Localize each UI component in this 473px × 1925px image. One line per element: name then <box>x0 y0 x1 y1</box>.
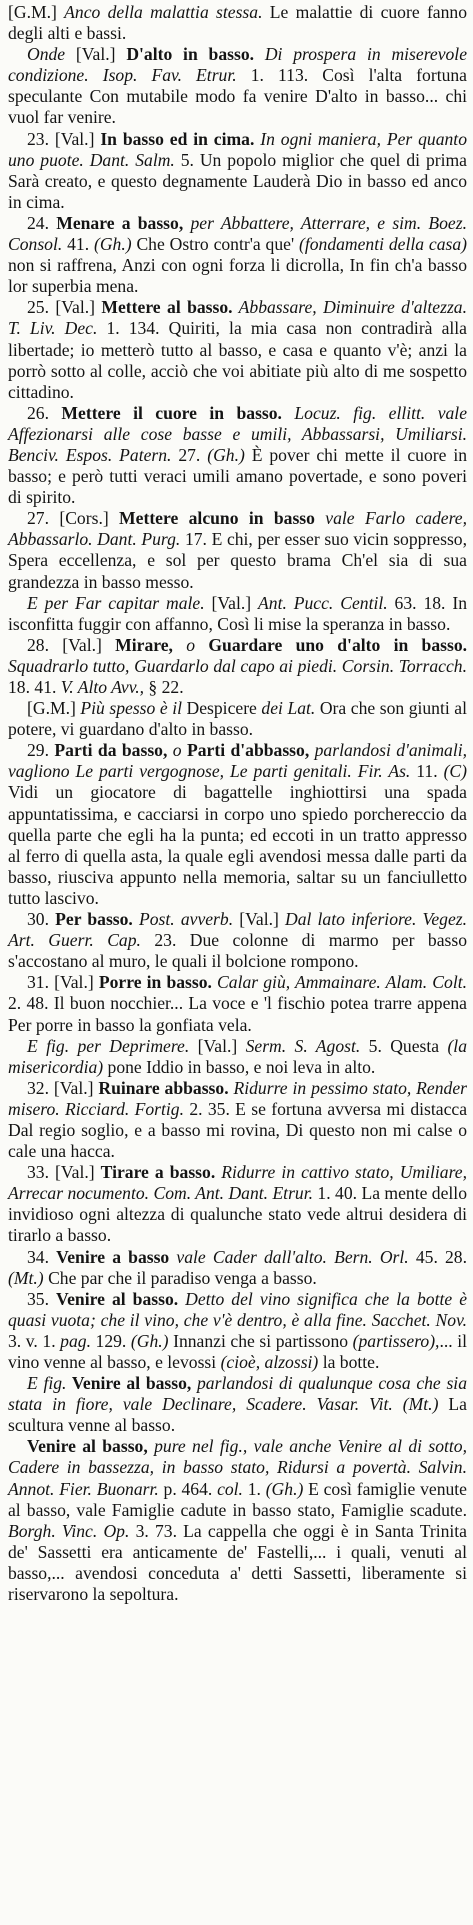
entry-text: p. 464. <box>158 1478 218 1499</box>
entry-italic-text: Ant. Pucc. Centil. <box>258 592 388 613</box>
entry-text: [Val.] <box>233 909 285 930</box>
entry-text: non si raffrena, Anzi con ogni forza li dicrolla, In fin ch'a basso lor superbia mena. <box>8 255 467 297</box>
entry-text: Vidi un giocatore di bagattelle inghiottirsi una spada appuntatissima, e cacciarsi in corpo uno spiedo porchereccio da quella parte che egli ha la punta; ed eccoti in un tratto appresso al ferro di quella asta, la quale egli avendosi messa dalle parti da basso, riusciva appunto nella memoria, saltar su un fanciulletto tutto lascivo. <box>8 782 467 908</box>
entry-italic-text: Dal lato inferiore. Vegez. Art. Guerr. Cap. <box>8 909 468 951</box>
entry-text: 35. <box>27 1288 57 1309</box>
entry-italic-text: vale Cader dall'alto. Bern. Orl. <box>169 1246 409 1267</box>
entry-text <box>393 1394 403 1414</box>
dictionary-page <box>8 2 467 1605</box>
entry-italic-text: Ridurre in cattivo stato, Umiliare, Arrecar nocumento. Com. Ant. Dant. Etrur. <box>8 1162 467 1204</box>
entry-text: [G.M.] <box>8 2 65 22</box>
entry-italic-text: E per Far capitar male. <box>27 592 205 613</box>
dictionary-entry <box>8 297 467 402</box>
entry-italic-text: Più spesso è il <box>80 698 182 719</box>
dictionary-entry <box>8 698 467 740</box>
entry-headword: Mettere il cuore in basso. <box>61 402 282 423</box>
entry-text: 41. <box>62 234 94 255</box>
entry-headword: D'alto in basso. <box>126 44 255 65</box>
entry-text: 27. [Cors.] <box>27 508 120 529</box>
entry-italic-text: (Mt.) <box>402 1394 439 1415</box>
entry-italic-text: Borgh. Vinc. Op. <box>8 1520 130 1541</box>
entry-text: 45. 28. <box>408 1246 467 1267</box>
dictionary-entry <box>8 972 467 1035</box>
entry-italic-text: Di prospera in miserevole condizione. Isop. Fav. Etrur. <box>8 44 468 86</box>
entry-text: § 22. <box>144 677 184 697</box>
entry-italic-text: Serm. S. Agost. <box>245 1035 361 1056</box>
entry-italic-text: parlandosi di qualunque cosa che sia stata in fiore, vale Declinare, Scadere. Vasar. Vit. <box>8 1373 467 1415</box>
dictionary-entry <box>8 593 467 635</box>
dictionary-entry <box>8 635 467 698</box>
dictionary-entry <box>8 403 467 508</box>
entry-headword: Porre in basso. <box>98 972 212 993</box>
entry-text: ... il vino venne al basso, e levossi <box>8 1330 467 1372</box>
entry-text: pone Iddio in basso, e noi leva in alto. <box>103 1056 376 1077</box>
entry-text: 32. [Val.] <box>27 1077 99 1098</box>
entry-text: 23. Due colonne di marmo per basso s'accostano al muro, le quali il bolcione rompono. <box>8 930 467 972</box>
dictionary-entry <box>8 508 467 592</box>
entry-italic-text: per Abbattere, Atterrare, e sim. Boez. Consol. <box>8 212 467 255</box>
entry-italic-text: Anco della malattia stessa. <box>64 2 263 22</box>
entry-headword: Parti da basso, <box>54 740 168 761</box>
dictionary-entry <box>8 129 467 213</box>
entry-headword: Venire a basso <box>56 1246 170 1267</box>
entry-italic-text: (Gh.) <box>130 1330 169 1351</box>
entry-italic-text: Locuz. fig. ellitt. vale Affezionarsi alle cose basse e umili, Abbassarsi, Umiliarsi. Benciv. Espos. Patern. <box>8 402 468 465</box>
entry-headword: Mettere al basso. <box>101 297 233 318</box>
entry-italic-text: Calar giù, Ammainare. Alam. Colt. <box>211 972 468 993</box>
entry-text: 63. 18. In isconfitta fuggir con affanno, Così li mise la speranza in basso. <box>8 592 467 634</box>
entry-text: [G.M.] <box>27 698 81 719</box>
entry-italic-text: E fig. per Deprimere. <box>27 1035 190 1056</box>
entry-text: 26. <box>27 402 62 423</box>
entry-text: 3. 73. La cappella che oggi è in Santa Trinita de' Sassetti era anticamente de' Fastelli,... i quali, venuti al basso,... avendosi conceduta a' detti Sassetti, liberamente si riservarono la sepoltura. <box>8 1520 467 1605</box>
entry-headword: Tirare a basso. <box>100 1162 216 1183</box>
entry-italic-text: (fondamenti della casa) <box>298 234 467 255</box>
entry-italic-text: (Gh.) <box>93 234 132 255</box>
entry-italic-text: (partissero), <box>352 1330 440 1351</box>
entry-text: 24. <box>27 212 57 233</box>
entry-text: Despicere <box>181 698 262 719</box>
entry-italic-text: vale Farlo cadere, Abbassarlo. Dant. Purg. <box>8 508 467 550</box>
entry-italic-text: Ridurre in pessimo stato, Render misero. Ricciard. Fortig. <box>8 1077 467 1119</box>
entry-text: 27. <box>171 444 208 465</box>
entry-headword: Parti d'abbasso, <box>186 740 310 761</box>
entry-text: 31. [Val.] <box>27 972 99 993</box>
entry-text: 11. <box>410 761 444 782</box>
entry-italic-text: In ogni maniera, Per quanto uno puote. Dant. Salm. <box>8 128 467 170</box>
dictionary-entry <box>8 1373 467 1436</box>
entry-text: 30. <box>27 909 56 930</box>
entry-text: [Val.] <box>204 592 259 613</box>
dictionary-entry <box>8 1289 467 1373</box>
entry-text: 3. v. 1. <box>8 1330 61 1351</box>
entry-text: 28. [Val.] <box>27 634 116 655</box>
entry-text: 17. E chi, per esser suo vicin soppresso, Spera eccellenza, e sol per questo brama Ch'el sia di sua grandezza in basso messo. <box>8 529 467 592</box>
entry-italic-text: col. <box>217 1478 243 1499</box>
entry-text: 1. 134. Quiriti, la mia casa non contradirà alla libertade; io metterò tutto al basso, e casa e quanto v'è; anzi la porrò sotto al colle, acciò che voi abitiate più alto di me sospetto cittadino. <box>8 318 467 402</box>
entry-text: 29. <box>27 740 55 761</box>
entry-headword: Guardare uno d'alto in basso. <box>208 634 468 655</box>
dictionary-entry <box>8 1436 467 1605</box>
entry-italic-text: (Gh.) <box>207 444 245 465</box>
entry-text: [Val.] <box>189 1035 246 1056</box>
entry-text: Le malattie di cuore fanno degli alti e bassi. <box>8 2 468 44</box>
entry-headword: Ruinare abbasso. <box>98 1077 229 1098</box>
entry-text: 23. [Val.] <box>27 128 101 149</box>
dictionary-entry <box>8 44 467 128</box>
entry-text: 129. <box>90 1330 131 1351</box>
entry-italic-text: Squadrarlo tutto, Guardarlo dal capo ai piedi. Corsin. Torracch. <box>8 655 467 676</box>
entry-text: [Val.] <box>65 44 127 65</box>
entry-text: Ora che son giunti al potere, vi guardano d'alto in basso. <box>8 698 467 740</box>
entry-text: E così famiglie venute al basso, vale Famiglie cadute in basso stato, Famiglie scadute. <box>8 1478 467 1520</box>
entry-text: 1. 113. Così l'alta fortuna speculante Con mutabile modo fa venire D'alto in basso... chi vuol far venire. <box>8 65 467 128</box>
entry-italic-text: dei Lat. <box>261 698 316 719</box>
entry-text: 5. Questa <box>360 1035 448 1056</box>
dictionary-entry <box>8 213 467 297</box>
dictionary-entry <box>8 740 467 909</box>
entry-text: 5. Un popolo miglior che quel di prima Sarà creato, e questo degnamente Lauderà Dio in basso ed anco in cima. <box>8 149 467 212</box>
entry-text: 1. <box>242 1478 266 1499</box>
entry-text: 2. 48. Il buon nocchier... La voce e 'l fischio potea trarre appena Per porre in basso la gonfiata vela. <box>8 993 467 1035</box>
entry-text: Che par che il paradiso venga a basso. <box>43 1267 317 1288</box>
entry-text: la botte. <box>318 1352 380 1372</box>
dictionary-entry <box>8 2 467 44</box>
entry-italic-text: V. Alto Avv., <box>60 677 145 697</box>
entry-italic-text: Detto del vino significa che la botte è quasi vuota; che il vino, che v'è dentro, è alla fine. Sacchet. Nov. <box>8 1288 468 1330</box>
entry-text: 1. 40. La mente dello invidioso ogni altezza di qualunche stato vede altrui desidera di tirarlo a basso. <box>8 1183 467 1246</box>
entry-italic-text: (cioè, alzossi) <box>220 1352 319 1372</box>
entry-italic-text: Abbassare, Diminuire d'altezza. T. Liv. Dec. <box>8 297 467 339</box>
dictionary-entry <box>8 909 467 972</box>
entry-italic-text: o <box>167 740 187 761</box>
entry-text: La scultura venne al basso. <box>8 1394 467 1436</box>
entry-italic-text: pag. <box>60 1330 91 1351</box>
entry-italic-text: (Mt.) <box>8 1267 44 1288</box>
entry-text: 2. 35. E se fortuna avversa mi distacca Dal regio soglio, e a basso mi rovina, Di questo non mi calse o cale una hacca. <box>8 1098 468 1162</box>
entry-text: Innanzi che si partissono <box>168 1330 353 1351</box>
entry-italic-text: pure nel fig., vale anche Venire al di sotto, Cadere in bassezza, in basso stato, Ridursi a povertà. Salvin. Annot. Fier. Buonarr. <box>8 1436 468 1499</box>
entry-headword: Menare a basso, <box>56 212 184 233</box>
entry-italic-text: E fig. <box>27 1373 67 1394</box>
entry-italic-text: o <box>172 634 209 655</box>
entry-text: 18. 41. <box>8 677 61 697</box>
entry-headword: Per basso. <box>55 909 133 930</box>
dictionary-entry <box>8 1078 467 1162</box>
entry-italic-text: parlandosi d'animali, vagliono Le parti vergognose, Le parti genitali. Fir. As. <box>8 740 467 782</box>
entry-italic-text: (C) <box>443 761 468 782</box>
entry-headword: Venire al basso, <box>66 1373 192 1394</box>
entry-italic-text: (Gh.) <box>265 1478 304 1499</box>
entry-headword: Venire al basso. <box>56 1288 179 1309</box>
entry-headword: In basso ed in cima. <box>100 128 255 149</box>
entry-italic-text: (la misericordia) <box>8 1035 467 1077</box>
dictionary-entry <box>8 1162 467 1246</box>
dictionary-entry <box>8 1036 467 1078</box>
entry-headword: Mirare, <box>115 634 173 655</box>
entry-text: Che Ostro contr'a que' <box>131 234 299 255</box>
entry-text: È pover chi mette il cuore in basso; e però tutti veraci umili amano povertade, e sono poveri di spirito. <box>8 444 467 508</box>
dictionary-entry <box>8 1247 467 1289</box>
entry-text: 34. <box>27 1246 57 1267</box>
entry-text: 25. [Val.] <box>27 297 102 318</box>
entry-headword: Venire al basso, <box>27 1436 148 1457</box>
entry-italic-text: Post. avverb. <box>132 909 234 930</box>
entry-headword: Mettere alcuno in basso <box>119 508 315 529</box>
entry-italic-text: Onde <box>27 44 66 65</box>
entry-text: 33. [Val.] <box>27 1162 101 1183</box>
